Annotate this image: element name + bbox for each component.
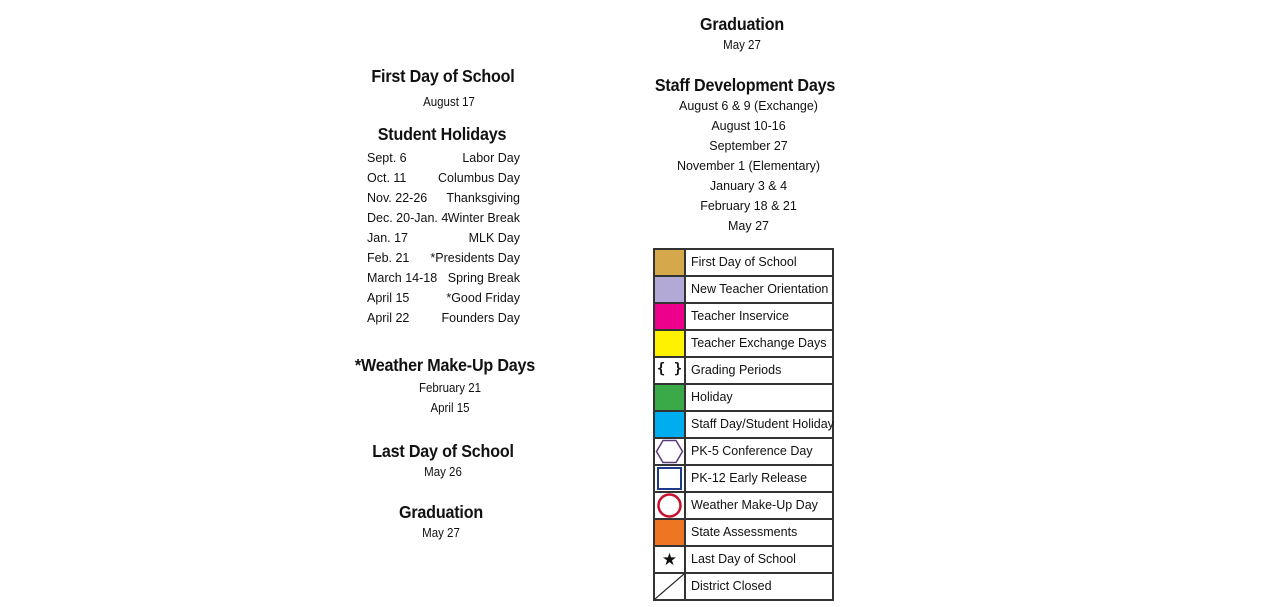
holiday-row	[367, 311, 520, 331]
graduation-title-left: Graduation	[398, 502, 484, 522]
legend-row-early-release	[655, 466, 832, 493]
last-day-swatch	[655, 547, 686, 572]
graduation-date-right: May 27	[723, 38, 761, 52]
legend-row-conference	[655, 439, 832, 466]
holiday-row	[367, 291, 520, 311]
holiday-date: Sept. 6	[367, 151, 407, 165]
square-outline-icon	[657, 467, 682, 490]
early-release-swatch	[655, 466, 686, 491]
holiday-row	[367, 211, 520, 231]
holiday-row	[367, 171, 520, 191]
legend-label: Teacher Inservice	[691, 309, 789, 323]
legend-row-closed	[655, 574, 832, 601]
legend-label: Holiday	[691, 390, 733, 404]
student-holidays-title: Student Holidays	[377, 124, 507, 144]
first-day-title: First Day of School	[371, 66, 515, 86]
legend-label: Grading Periods	[691, 363, 782, 377]
graduation-date-left: May 27	[422, 526, 460, 540]
hexagon-icon	[655, 439, 684, 464]
legend-row-staff-day	[655, 412, 832, 439]
holiday-date: April 15	[367, 291, 410, 305]
conference-swatch	[655, 439, 686, 464]
legend-row-exchange	[655, 331, 832, 358]
legend-label: Teacher Exchange Days	[691, 336, 827, 350]
holiday-date: April 22	[367, 311, 410, 325]
first-day-date: August 17	[423, 95, 475, 109]
staff-development-date: September 27	[709, 139, 788, 153]
holiday-row	[367, 191, 520, 211]
exchange-swatch	[655, 331, 686, 356]
legend-label: First Day of School	[691, 255, 797, 269]
holiday-name: *Presidents Day	[430, 251, 520, 265]
holiday-name: *Good Friday	[446, 291, 520, 305]
graduation-title-right: Graduation	[699, 14, 785, 34]
legend-row-grading	[655, 358, 832, 385]
last-day-title: Last Day of School	[372, 441, 514, 461]
legend-row-last-day	[655, 547, 832, 574]
legend-row-assessments	[655, 520, 832, 547]
legend-row-weather	[655, 493, 832, 520]
inservice-swatch	[655, 304, 686, 329]
calendar-legend	[653, 248, 834, 601]
weather-makeup-date: February 21	[418, 381, 482, 395]
holiday-date: Jan. 17	[367, 231, 409, 245]
circle-outline-icon	[655, 493, 684, 518]
staff-development-date: May 27	[728, 219, 769, 233]
staff-development-date: January 3 & 4	[709, 179, 788, 193]
weather-makeup-title: *Weather Make-Up Days	[354, 355, 536, 375]
curly-braces-icon: { }	[656, 361, 683, 377]
holiday-date: March 14-18	[367, 271, 438, 285]
diagonal-slash-icon	[655, 574, 684, 599]
holiday-name: Columbus Day	[438, 171, 520, 185]
legend-label: Weather Make-Up Day	[691, 498, 818, 512]
holiday-date: Nov. 22-26	[367, 191, 428, 205]
staff-development-date: February 18 & 21	[700, 199, 797, 213]
legend-label: Staff Day/Student Holiday	[691, 417, 834, 431]
first-day-swatch	[655, 250, 686, 275]
holiday-row	[367, 271, 520, 291]
holiday-date: Oct. 11	[367, 171, 407, 185]
grading-swatch	[655, 358, 686, 383]
star-icon: ★	[661, 550, 678, 569]
staff-development-title: Staff Development Days	[654, 75, 836, 95]
legend-row-first-day	[655, 250, 832, 277]
legend-label: PK-5 Conference Day	[691, 444, 813, 458]
last-day-date: May 26	[424, 465, 462, 479]
weather-makeup-date: April 15	[430, 401, 470, 415]
holiday-name: Labor Day	[462, 151, 520, 165]
legend-row-new-teacher	[655, 277, 832, 304]
holiday-swatch	[655, 385, 686, 410]
staff-development-date: August 6 & 9 (Exchange)	[679, 99, 818, 113]
legend-row-holiday	[655, 385, 832, 412]
closed-swatch	[655, 574, 686, 599]
holiday-row	[367, 151, 520, 171]
staff-development-date: August 10-16	[711, 119, 786, 133]
legend-row-inservice	[655, 304, 832, 331]
holiday-name: MLK Day	[468, 231, 520, 245]
legend-label: PK-12 Early Release	[691, 471, 808, 485]
new-teacher-swatch	[655, 277, 686, 302]
legend-label: State Assessments	[691, 525, 798, 539]
legend-label: Last Day of School	[691, 552, 796, 566]
holiday-row	[367, 231, 520, 251]
holiday-name: Winter Break	[447, 211, 520, 225]
holiday-date: Dec. 20-Jan. 4	[367, 211, 449, 225]
staff-day-swatch	[655, 412, 686, 437]
assessments-swatch	[655, 520, 686, 545]
legend-label: District Closed	[691, 579, 772, 593]
holiday-name: Spring Break	[447, 271, 520, 285]
legend-label: New Teacher Orientation	[691, 282, 829, 296]
holiday-date: Feb. 21	[367, 251, 410, 265]
weather-swatch	[655, 493, 686, 518]
holiday-name: Thanksgiving	[446, 191, 520, 205]
holiday-name: Founders Day	[441, 311, 520, 325]
holiday-row	[367, 251, 520, 271]
staff-development-date: November 1 (Elementary)	[676, 159, 821, 173]
